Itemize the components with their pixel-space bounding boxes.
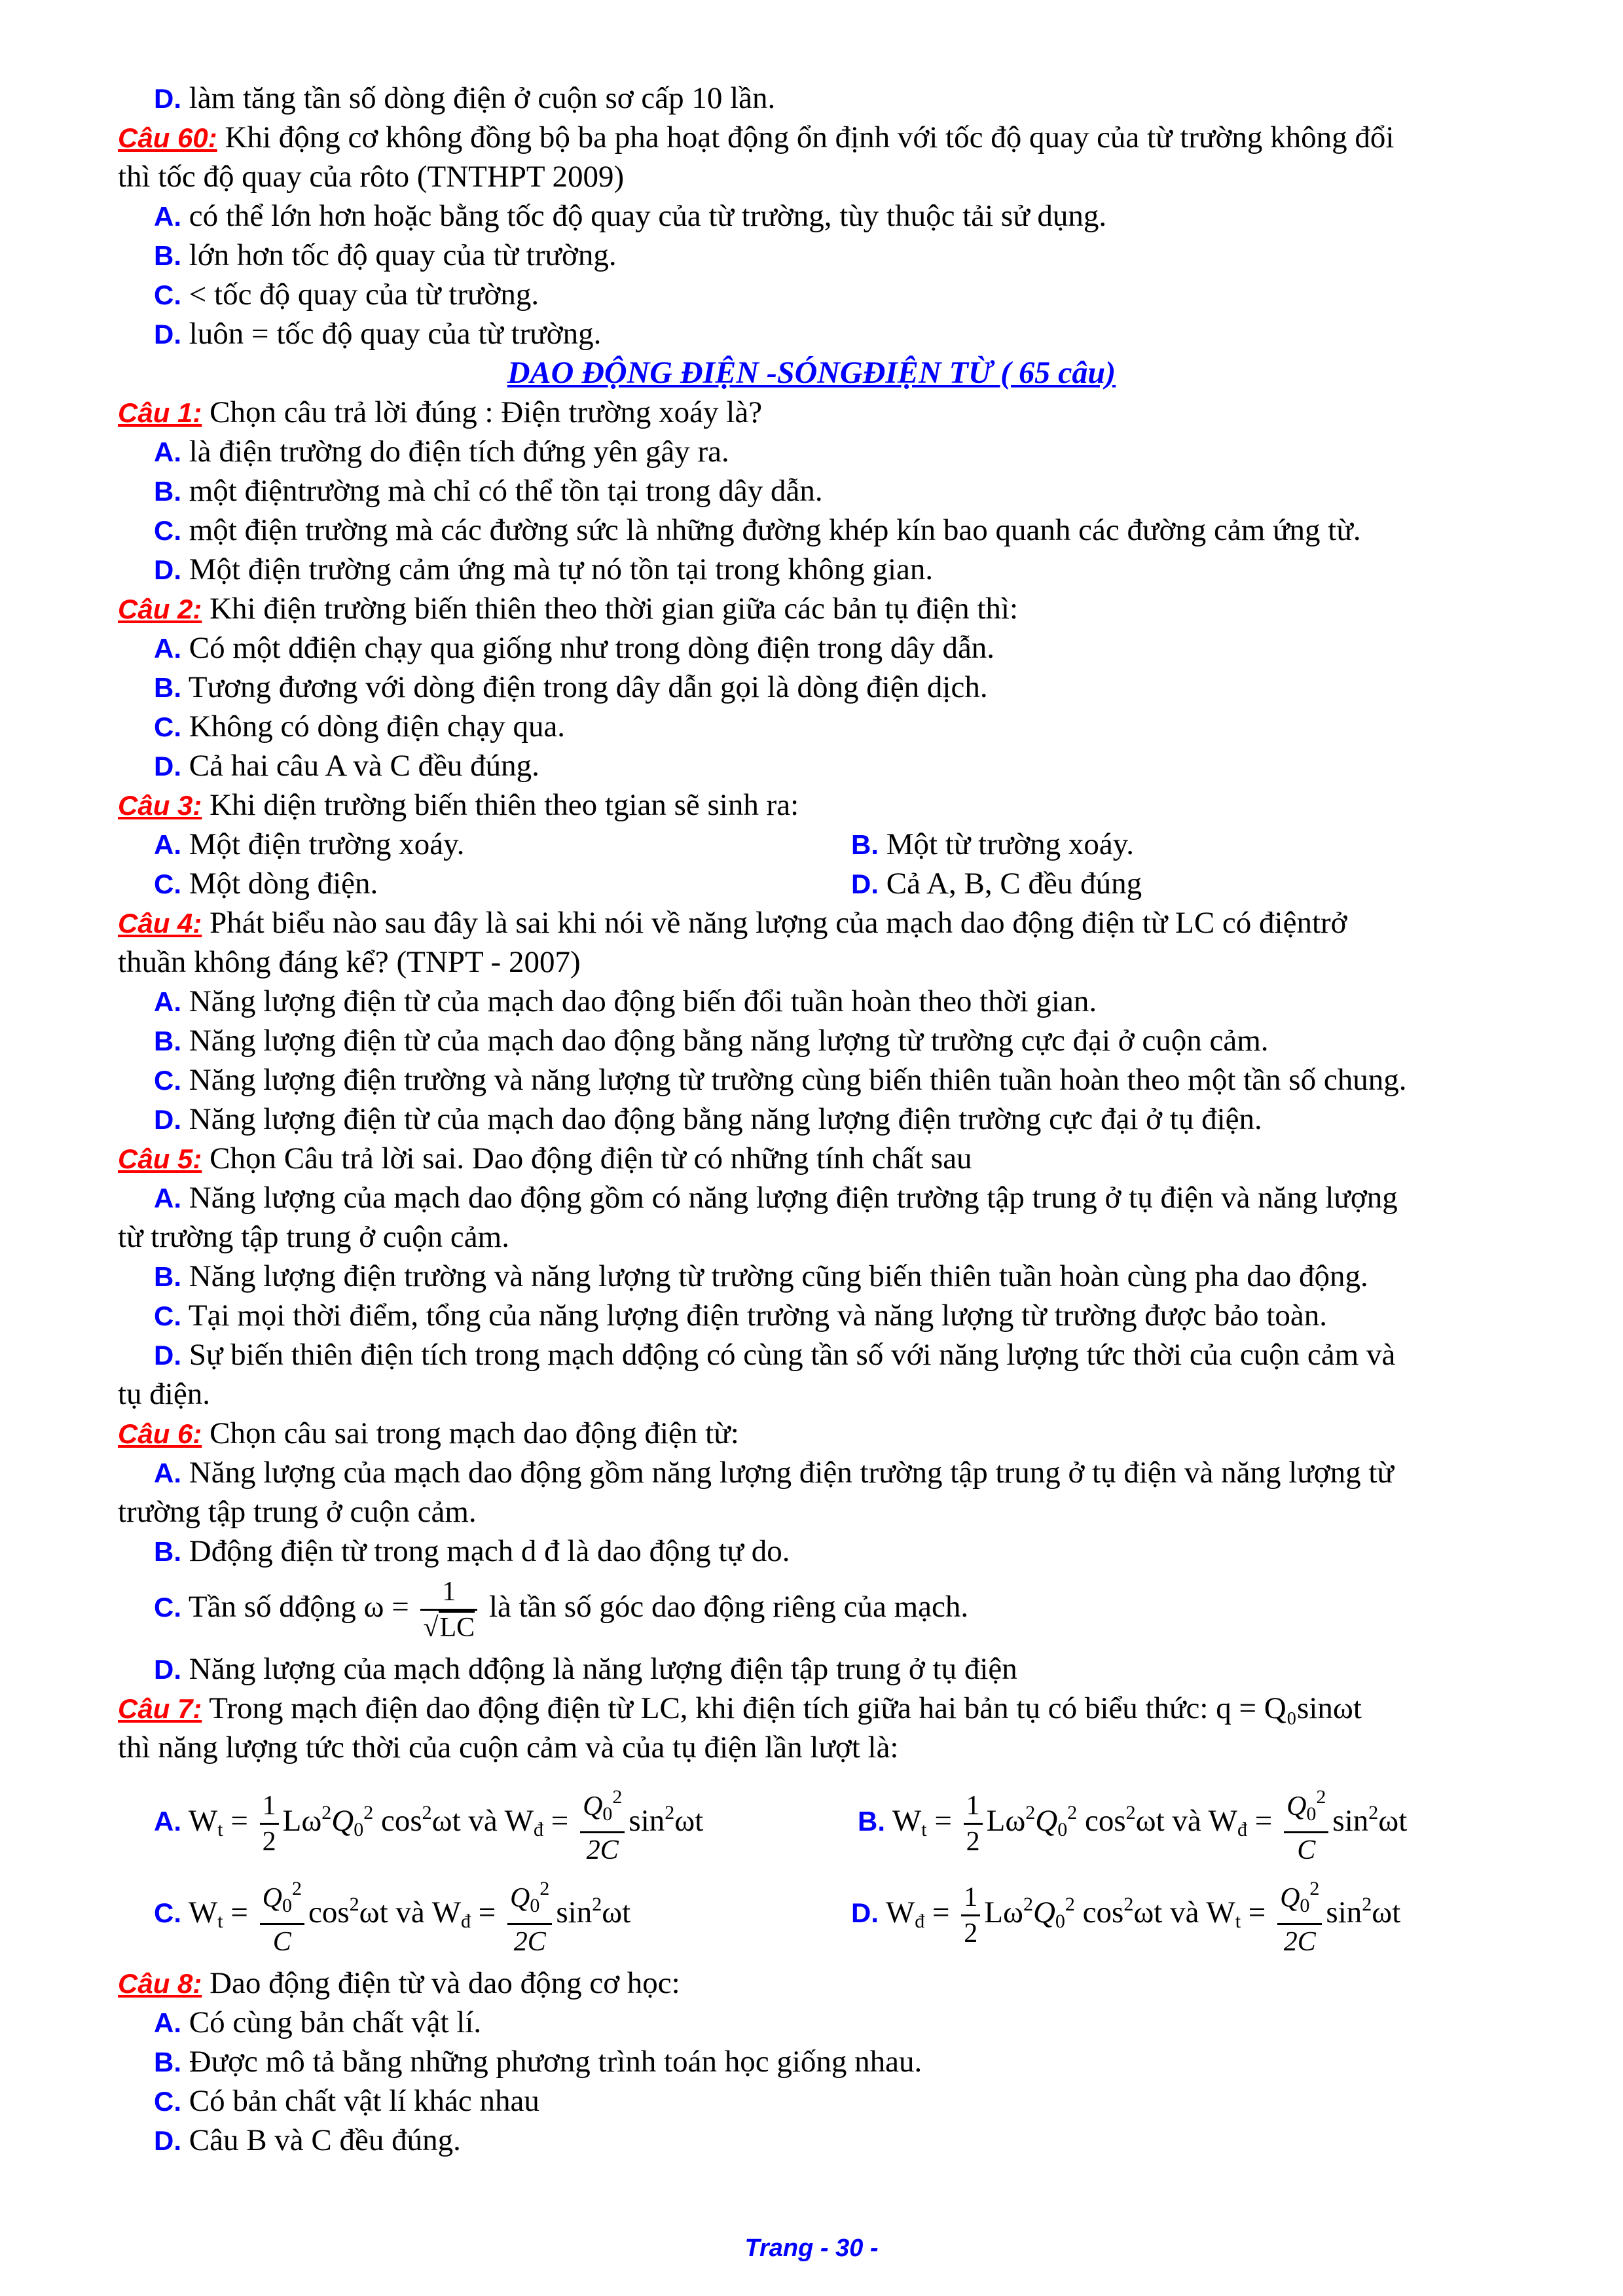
line: B. Một từ trường xoáy.: [851, 827, 1134, 861]
line: B. Năng lượng điện trường và năng lượng từ trường cũng biến thiên tuần hoàn cùng pha dao động.: [154, 1259, 1368, 1293]
line: B. lớn hơn tốc độ quay của từ trường.: [154, 238, 617, 272]
option-d-formula: D. $W_đ$ = $\frac{1}{2}$ $L\omega^2Q_0^2$ $\cos^2\omega t$ và $W_t$ = $\frac{Q_0^2}{2C}$ $\sin^2\omega t$: [851, 1865, 1400, 1961]
line: A. Có một dđiện chạy qua giống như trong dòng điện trong dây dẫn.: [154, 631, 995, 665]
line: A. Năng lượng của mạch dao động gồm năng lượng điện trường tập trung ở tụ điện và năng lượng từ: [154, 1456, 1394, 1490]
option-c-formula: C. $W_t$ = $\frac{Q_0^2}{C}$ $\cos^2\omega t$ và $W_đ$ = $\frac{Q_0^2}{2C}$ $\sin^2\omega t$: [154, 1865, 630, 1961]
line: C. một điện trường mà các đường sức là những đường khép kín bao quanh các đường cảm ứng từ.: [154, 513, 1361, 547]
page-number: Trang - 30 -: [744, 2234, 879, 2262]
question-7: Câu 7: Trong mạch điện dao động điện từ LC, khi điện tích giữa hai bản tụ có biểu thức: q = Q₀sinωt: [118, 1691, 1362, 1725]
line: từ trường tập trung ở cuộn cảm.: [118, 1220, 509, 1254]
question-4: Câu 4: Phát biểu nào sau đây là sai khi nói về năng lượng của mạch dao động điện từ LC có điệntrở: [118, 906, 1347, 940]
line: C. Một dòng điện.: [154, 867, 378, 901]
line: D. Một điện trường cảm ứng mà tự nó tồn tại trong không gian.: [154, 552, 934, 586]
line: A. Năng lượng điện từ của mạch dao động biến đổi tuần hoàn theo thời gian.: [154, 984, 1097, 1018]
question-8: Câu 8: Dao động điện từ và dao động cơ học:: [118, 1966, 680, 2000]
question-6: Câu 6: Chọn câu sai trong mạch dao động điện từ:: [118, 1416, 739, 1450]
line: B. Tương đương với dòng điện trong dây dẫn gọi là dòng điện dịch.: [154, 670, 988, 704]
line: B. Được mô tả bằng những phương trình toán học giống nhau.: [154, 2045, 922, 2079]
line: B. một điệntrường mà chỉ có thể tồn tại trong dây dẫn.: [154, 474, 823, 508]
line: B. Năng lượng điện từ của mạch dao động bằng năng lượng từ trường cực đại ở cuộn cảm.: [154, 1024, 1269, 1058]
line: D. làm tăng tần số dòng điện ở cuộn sơ cấp 10 lần.: [154, 81, 776, 115]
option-a-formula: A. $W_t$ = $\frac{1}{2}$ $L\omega^2Q_0^2$ $\cos^2\omega t$ và $W_đ$ = $\frac{Q_0^2}{2C}$ $\sin^2\omega t$: [154, 1774, 703, 1869]
line: A. Một điện trường xoáy.: [154, 827, 465, 861]
line: A. Năng lượng của mạch dao động gồm có năng lượng điện trường tập trung ở tụ điện và năng lượng: [154, 1181, 1398, 1215]
line: tụ điện.: [118, 1377, 210, 1411]
question-5: Câu 5: Chọn Câu trả lời sai. Dao động điện từ có những tính chất sau: [118, 1141, 972, 1175]
line: D. Câu B và C đều đúng.: [154, 2123, 461, 2157]
line: C. Năng lượng điện trường và năng lượng từ trường cùng biến thiên tuần hoàn theo một tần số chung.: [154, 1063, 1407, 1097]
line: A. có thể lớn hơn hoặc bằng tốc độ quay của từ trường, tùy thuộc tải sử dụng.: [154, 199, 1107, 233]
question-2: Câu 2: Khi điện trường biến thiên theo thời gian giữa các bản tụ điện thì:: [118, 592, 1019, 626]
line: A. Có cùng bản chất vật lí.: [154, 2005, 482, 2039]
line: thuần không đáng kể? (TNPT - 2007): [118, 945, 581, 979]
fraction: $\frac{1}{√LC}$: [420, 1575, 477, 1645]
option-b-formula: B. $W_t$ = $\frac{1}{2}$ $L\omega^2Q_0^2$ $\cos^2\omega t$ và $W_đ$ = $\frac{Q_0^2}{C}$ $\sin^2\omega t$: [858, 1774, 1407, 1869]
question-1: Câu 1: Chọn câu trả lời đúng : Điện trường xoáy là?: [118, 395, 763, 429]
formula-line: C. Tần số dđộng ω = $\frac{1}{√LC}$ là tần số góc dao động riêng của mạch.: [154, 1571, 968, 1645]
line: trường tập trung ở cuộn cảm.: [118, 1495, 477, 1529]
line: A. là điện trường do điện tích đứng yên gây ra.: [154, 435, 729, 469]
line: C. Tại mọi thời điểm, tổng của năng lượng điện trường và năng lượng từ trường được bảo toàn.: [154, 1299, 1327, 1333]
line: D. luôn = tốc độ quay của từ trường.: [154, 317, 602, 351]
line: D. Năng lượng điện từ của mạch dao động bằng năng lượng điện trường cực đại ở tụ điện.: [154, 1102, 1262, 1136]
question-60: Câu 60: Khi động cơ không đồng bộ ba pha hoạt động ổn định với tốc độ quay của từ trường không đổi: [118, 120, 1395, 154]
question-3: Câu 3: Khi diện trường biến thiên theo tgian sẽ sinh ra:: [118, 788, 799, 822]
line: B. Dđộng điện từ trong mạch d đ là dao động tự do.: [154, 1534, 790, 1568]
line: D. Cả A, B, C đều đúng: [851, 867, 1142, 901]
line: thì tốc độ quay của rôto (TNTHPT 2009): [118, 160, 625, 194]
line: thì năng lượng tức thời của cuộn cảm và của tụ điện lần lượt là:: [118, 1731, 899, 1765]
line: D. Năng lượng của mạch dđộng là năng lượng điện tập trung ở tụ điện: [154, 1652, 1017, 1686]
line: C. < tốc độ quay của từ trường.: [154, 278, 539, 312]
line: D. Sự biến thiên điện tích trong mạch dđộng có cùng tần số với năng lượng tức thời của cuộn cảm và: [154, 1338, 1396, 1372]
line: C. Không có dòng điện chạy qua.: [154, 709, 566, 744]
line: D. Cả hai câu A và C đều đúng.: [154, 749, 539, 783]
line: C. Có bản chất vật lí khác nhau: [154, 2084, 539, 2118]
section-title: DAO ĐỘNG ĐIỆN -SÓNGĐIỆN TỪ ( 65 câu): [507, 355, 1116, 390]
